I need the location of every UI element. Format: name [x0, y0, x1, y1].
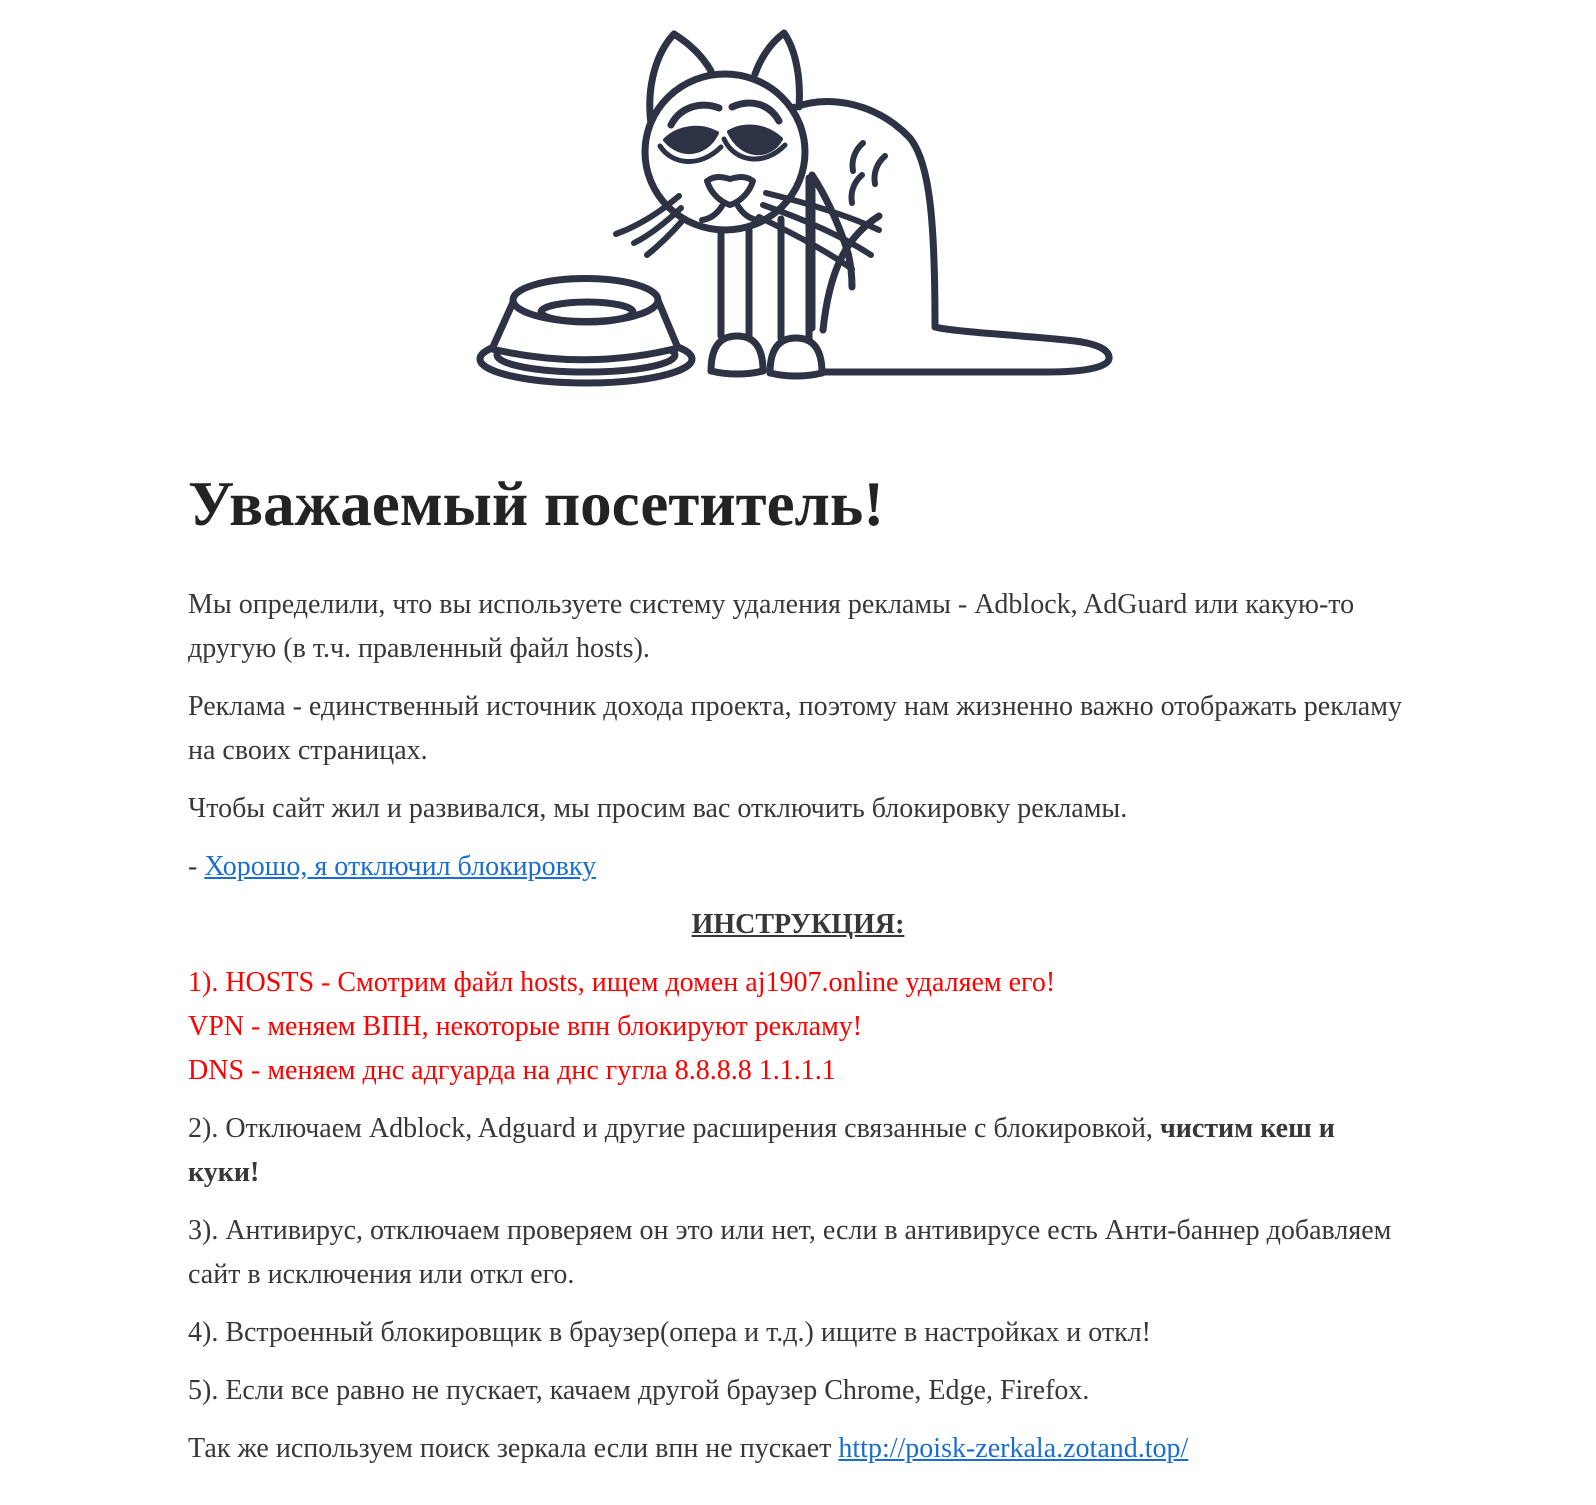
instruction-step-4: 4). Встроенный блокировщик в браузер(опера и т.д.) ищите в настройках и откл!	[188, 1317, 1152, 1348]
instruction-title: ИНСТРУКЦИЯ:	[691, 909, 905, 940]
consent-prefix: -	[188, 851, 205, 882]
red-line-hosts: 1). HOSTS - Смотрим файл hosts, ищем домен aj1907.online удаляем его!	[188, 967, 1056, 998]
step-2-text: 2). Отключаем Adblock, Adguard и другие расширения связанные с блокировкой,	[188, 1113, 1160, 1144]
intro-paragraph-3: Чтобы сайт жил и развивался, мы просим вас отключить блокировку рекламы.	[188, 793, 1128, 824]
intro-paragraph-1: Мы определили, что вы используете систему удаления рекламы - Adblock, AdGuard или какую-то другую (в т.ч. правленный файл hosts).	[188, 589, 1355, 664]
mirror-text: Так же используем поиск зеркала если впн не пускает	[188, 1433, 839, 1464]
instruction-step-3: 3). Антивирус, отключаем проверяем он это или нет, если в антивирусе есть Анти-баннер добавляем сайт в исключения или откл его.	[188, 1215, 1392, 1290]
sad-cat-icon	[616, 33, 1109, 376]
mirror-search-link[interactable]: http://poisk-zerkala.zotand.top/	[838, 1433, 1189, 1464]
mirror-search-line	[188, 1427, 1408, 1471]
empty-bowl-icon	[480, 279, 692, 384]
page-title: Уважаемый посетитель!	[188, 469, 885, 539]
sad-cat-illustration	[458, 22, 1138, 392]
intro-paragraph-2: Реклама - единственный источник дохода проекта, поэтому нам жизненно важно отображать рекламу на своих страницах.	[188, 691, 1402, 766]
page-content	[188, 22, 1408, 1505]
instruction-red-block	[188, 961, 1408, 1093]
instruction-step-5: 5). Если все равно не пускает, качаем другой браузер Chrome, Edge, Firefox.	[188, 1375, 1090, 1406]
instruction-step-2	[188, 1107, 1408, 1195]
red-line-vpn: VPN - меняем ВПН, некоторые впн блокируют рекламу!	[188, 1011, 863, 1042]
step-2-bold: чистим кеш и куки!	[188, 1113, 1335, 1188]
consent-line	[188, 845, 1408, 889]
disable-adblock-confirm-link[interactable]: Хорошо, я отключил блокировку	[204, 851, 597, 882]
red-line-dns: DNS - меняем днс адгуарда на днс гугла 8.8.8.8 1.1.1.1	[188, 1055, 836, 1086]
